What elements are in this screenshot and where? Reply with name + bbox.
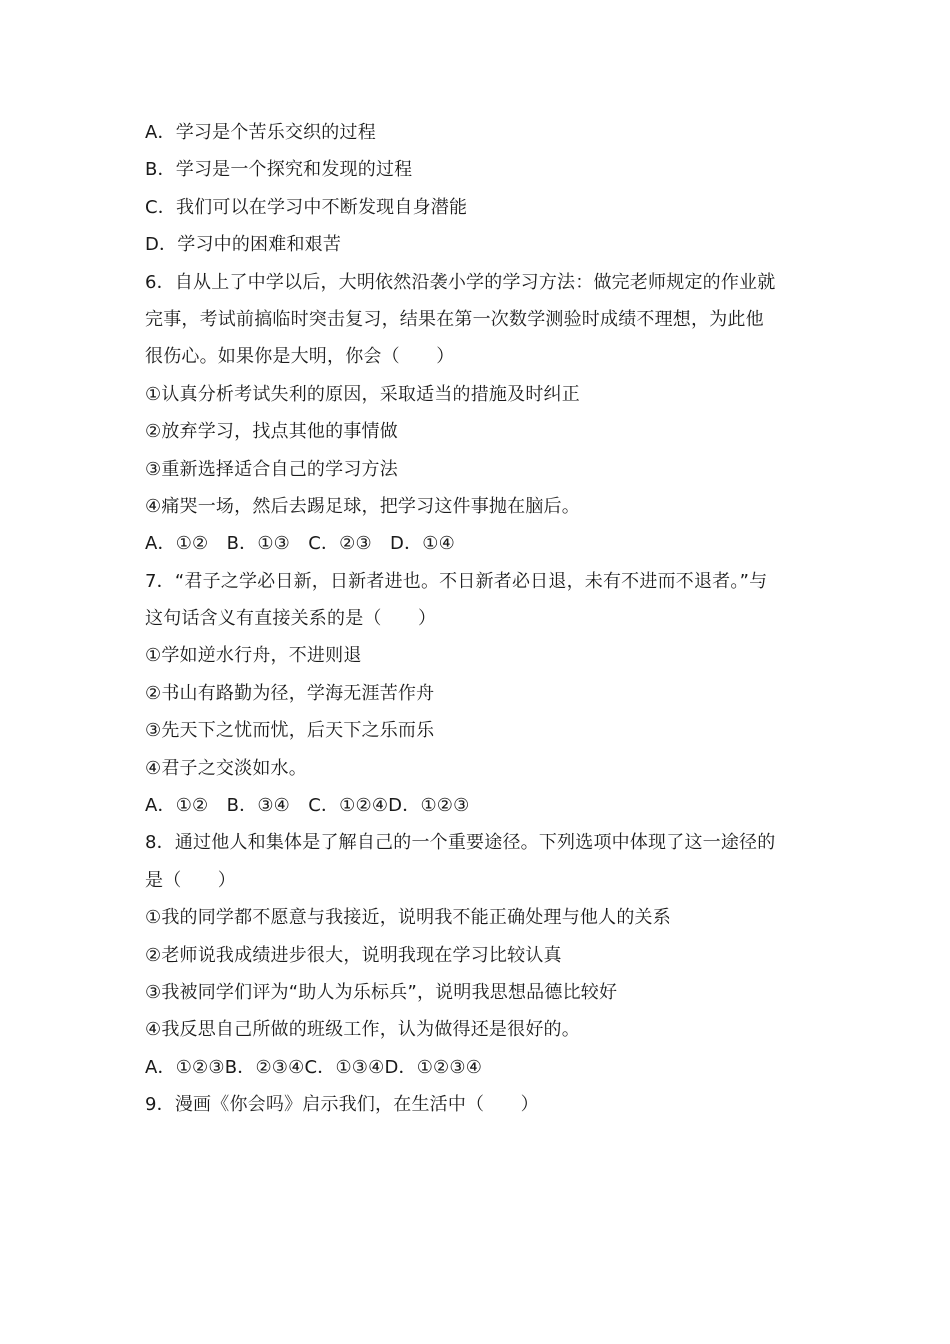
question-7-item-4: ④君子之交淡如水。	[145, 757, 307, 779]
option-5b: B．学习是一个探究和发现的过程	[145, 159, 413, 181]
question-9-line-1: 9．漫画《你会吗》启示我们，在生活中（ ）	[145, 1094, 539, 1116]
document-page	[145, 114, 810, 1124]
question-7-item-2: ②书山有路勤为径，学海无涯苦作舟	[145, 682, 435, 704]
option-5a: A．学习是个苦乐交织的过程	[145, 122, 376, 143]
option-5c: C．我们可以在学习中不断发现自身潜能	[145, 196, 468, 218]
question-7-line-2: 这句话含义有直接关系的是（ ）	[145, 608, 437, 630]
question-6-line-1: 6．自从上了中学以后，大明依然沿袭小学的学习方法：做完老师规定的作业就	[145, 271, 776, 293]
question-7-item-3: ③先天下之忧而忧，后天下之乐而乐	[145, 720, 435, 742]
question-6-options: A．①② B．①③ C．②③ D．①④	[145, 533, 455, 555]
question-6-item-4: ④痛哭一场，然后去踢足球，把学习这件事抛在脑后。	[145, 495, 580, 517]
question-7-item-1: ①学如逆水行舟，不进则退	[145, 645, 362, 667]
question-6-line-2: 完事，考试前搞临时突击复习，结果在第一次数学测验时成绩不理想，为此他	[145, 308, 764, 330]
question-8-item-3: ③我被同学们评为“助人为乐标兵”，说明我思想品德比较好	[145, 981, 618, 1003]
question-6-item-1: ①认真分析考试失利的原因，采取适当的措施及时纠正	[145, 383, 580, 405]
question-8-line-1: 8．通过他人和集体是了解自己的一个重要途径。下列选项中体现了这一途径的	[145, 832, 776, 854]
question-6-line-3: 很伤心。如果你是大明，你会（ ）	[145, 346, 455, 368]
question-7-line-1: 7．“君子之学必日新，日新者进也。不日新者必日退，未有不进而不退者。”与	[145, 570, 768, 592]
question-8-item-1: ①我的同学都不愿意与我接近，说明我不能正确处理与他人的关系	[145, 907, 671, 929]
question-8-item-2: ②老师说我成绩进步很大，说明我现在学习比较认真	[145, 944, 562, 966]
question-7-options: A．①② B．③④ C．①②④D．①②③	[145, 795, 470, 817]
option-5d: D．学习中的困难和艰苦	[145, 234, 342, 256]
question-8-options: A．①②③B．②③④C．①③④D．①②③④	[145, 1056, 483, 1078]
question-6-item-2: ②放弃学习，找点其他的事情做	[145, 421, 398, 443]
question-6-item-3: ③重新选择适合自己的学习方法	[145, 458, 398, 480]
question-8-line-2: 是（ ）	[145, 869, 236, 891]
question-8-item-4: ④我反思自己所做的班级工作，认为做得还是很好的。	[145, 1019, 580, 1041]
